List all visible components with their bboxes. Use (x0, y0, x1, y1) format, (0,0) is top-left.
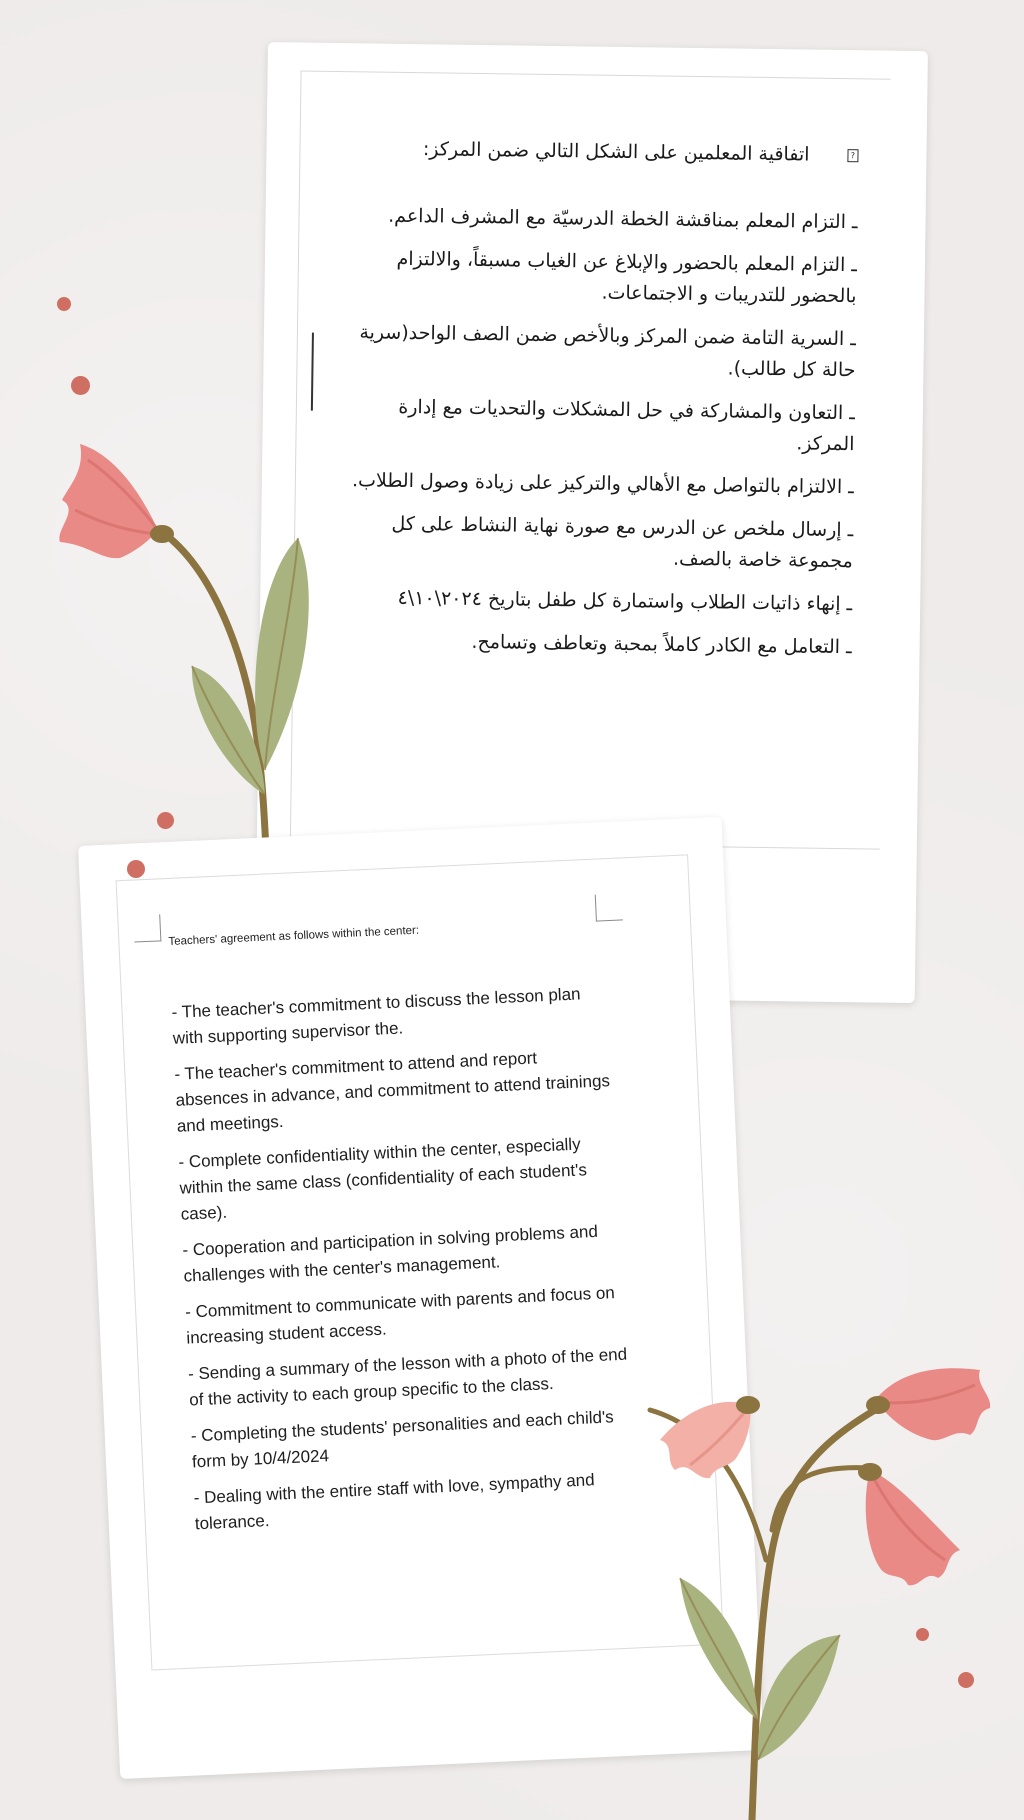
arabic-list-item: ـ التزام المعلم بمناقشة الخطة الدرسيّة مع المشرف الداعم. (388, 204, 858, 234)
english-list-item: - Commitment to communicate with parents and focus on increasing student access. (184, 1283, 616, 1348)
page-margin-top (116, 854, 687, 881)
english-list-item: - Cooperation and participation in solving problems and challenges with the center's management. (182, 1221, 599, 1286)
text-cursor (311, 333, 314, 411)
arabic-list-item: ـ الالتزام بالتواصل مع الأهالي والتركيز على زيادة وصول الطلاب. (351, 469, 854, 499)
decor-dot (127, 860, 145, 878)
english-list-item: - Completing the students' personalities and each child's form by 10/4/2024 (190, 1407, 615, 1472)
decor-dot (71, 376, 90, 395)
english-document-card (78, 817, 764, 1779)
arabic-document-title-row (338, 133, 858, 171)
page-margin-left (116, 880, 153, 1669)
decor-dot (57, 297, 71, 311)
decor-dot (916, 1628, 929, 1641)
english-document-body (168, 914, 635, 1547)
page-margin-left (290, 70, 302, 840)
arabic-list-item: ـ إرسال ملخص عن الدرس مع صورة نهاية النشاط على كل مجموعة خاصة بالصف. (391, 512, 854, 573)
arabic-document-title: اتفاقية المعلمين على الشكل التالي ضمن المركز: (422, 138, 810, 166)
page-margin-right (687, 854, 724, 1643)
arabic-list-item: ـ التزام المعلم بالحضور والإبلاغ عن الغياب مسبقاً، والالتزام بالحضور للتدريبات و الاجتماعات. (396, 247, 858, 308)
decor-dot (958, 1672, 974, 1688)
arabic-list-item: ـ السرية التامة ضمن المركز وبالأخص ضمن الصف الواحد(سرية حالة كل طالب). (359, 321, 857, 382)
arabic-list-item: ـ التعاون والمشاركة في حل المشكلات والتحديات مع إدارة المركز. (398, 395, 856, 456)
decor-dot (157, 812, 174, 829)
crop-mark-top-left (133, 914, 161, 942)
english-list-item: - Dealing with the entire staff with love, sympathy and tolerance. (193, 1470, 595, 1534)
english-list-item: - Sending a summary of the lesson with a photo of the end of the activity to each group specific to the class. (187, 1344, 628, 1410)
english-list-item: - The teacher's commitment to attend and report absences in advance, and commitment to attend trainings and meetings. (174, 1048, 611, 1136)
missing-glyph-icon: ? (847, 149, 858, 162)
english-document-title: Teachers' agreement as follows within the center: (168, 924, 420, 948)
arabic-list-item: ـ إنهاء ذاتيات الطلاب واستمارة كل طفل بتاريخ ٢٠٢٤\١٠\٤ (397, 586, 853, 616)
arabic-list-item: ـ التعامل مع الكادر كاملاً بمحبة وتعاطف وتسامح. (471, 630, 852, 659)
page-margin-bottom (151, 1644, 722, 1671)
english-list-item: - Complete confidentiality within the center, especially within the same class (confidentiality of each student's case). (178, 1134, 588, 1224)
page-margin-top (301, 70, 891, 79)
english-list-item: - The teacher's commitment to discuss the lesson plan with supporting supervisor the. (171, 984, 581, 1048)
arabic-document-body (331, 133, 858, 675)
